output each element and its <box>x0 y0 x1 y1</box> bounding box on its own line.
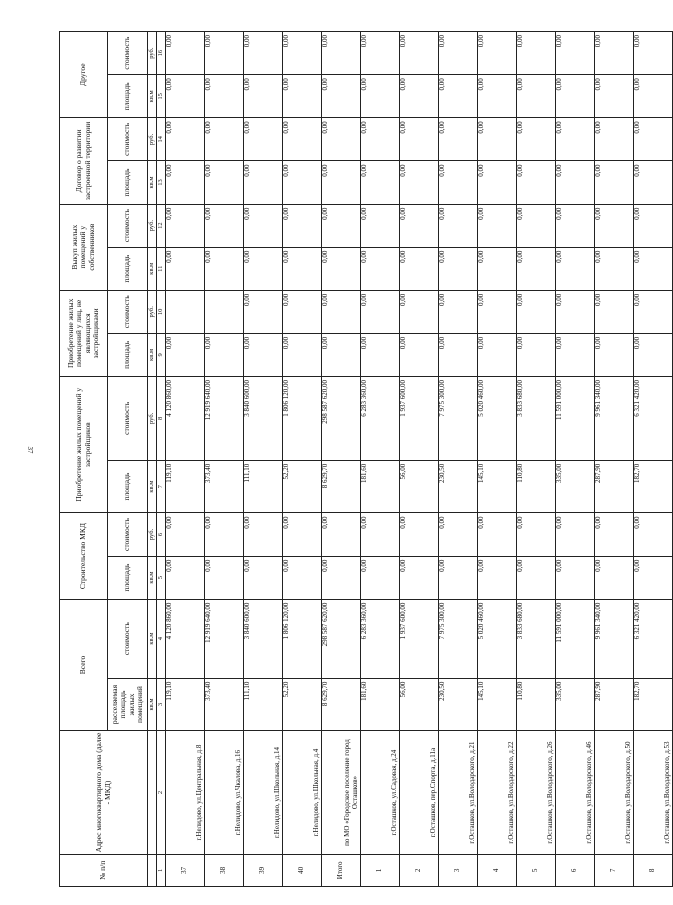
value-cell: 6 283 360,00 <box>361 376 400 460</box>
value-cell: 298 587 620,00 <box>322 599 361 678</box>
value-cell: 373,40 <box>205 460 244 513</box>
column-number: 4 <box>157 599 166 678</box>
value-cell: 182,70 <box>634 678 673 731</box>
value-cell: 0,00 <box>361 333 400 376</box>
value-cell: 0,00 <box>361 75 400 118</box>
value-cell: 0,00 <box>517 75 556 118</box>
unit-cell: кв.м <box>148 247 157 290</box>
value-cell: 0,00 <box>205 556 244 599</box>
subheader-area: площадь <box>108 247 148 290</box>
unit-cell: кв.м <box>148 75 157 118</box>
header-total: Всего <box>60 599 108 731</box>
value-cell: 0,00 <box>283 32 322 75</box>
value-cell: 7 975 300,00 <box>439 376 478 460</box>
unit-cell: руб. <box>148 32 157 75</box>
value-cell: 3 833 680,00 <box>517 376 556 460</box>
value-cell: 0,00 <box>361 118 400 161</box>
value-cell: 0,00 <box>166 204 205 247</box>
value-cell: 4 120 860,00 <box>166 376 205 460</box>
value-cell: 0,00 <box>556 161 595 204</box>
value-cell: 0,00 <box>322 118 361 161</box>
column-number: 10 <box>157 290 166 333</box>
value-cell: 52,20 <box>283 460 322 513</box>
value-cell: 0,00 <box>322 247 361 290</box>
value-cell: 0,00 <box>400 333 439 376</box>
value-cell: 6 283 360,00 <box>361 599 400 678</box>
value-cell: 0,00 <box>634 333 673 376</box>
column-number: 12 <box>157 204 166 247</box>
row-number: 8 <box>634 854 673 886</box>
value-cell: 5 020 460,00 <box>478 599 517 678</box>
table-row <box>244 32 283 887</box>
value-cell: 0,00 <box>556 204 595 247</box>
value-cell: 0,00 <box>244 333 283 376</box>
value-cell: 0,00 <box>283 556 322 599</box>
unit-cell: руб. <box>148 118 157 161</box>
value-cell: 335,00 <box>556 460 595 513</box>
unit-cell: руб. <box>148 290 157 333</box>
value-cell: 6 321 420,00 <box>634 376 673 460</box>
header-address: Адрес многоквартирного дома (далее - МКД) <box>60 731 148 854</box>
value-cell: 0,00 <box>244 290 283 333</box>
value-cell: 3 840 600,00 <box>244 599 283 678</box>
value-cell: 0,00 <box>478 290 517 333</box>
subheader-cost: стоимость <box>108 376 148 460</box>
value-cell: 0,00 <box>166 161 205 204</box>
value-cell: 0,00 <box>322 75 361 118</box>
value-cell: 0,00 <box>166 247 205 290</box>
value-cell: 0,00 <box>439 75 478 118</box>
value-cell: 0,00 <box>439 118 478 161</box>
value-cell: 0,00 <box>439 32 478 75</box>
unit-cell: кв.м <box>148 333 157 376</box>
value-cell: 0,00 <box>634 556 673 599</box>
table-row <box>361 32 400 887</box>
value-cell: 0,00 <box>517 556 556 599</box>
unit-cell: руб. <box>148 204 157 247</box>
value-cell: 0,00 <box>283 161 322 204</box>
value-cell: 0,00 <box>556 333 595 376</box>
value-cell: 119,10 <box>166 460 205 513</box>
value-cell: 0,00 <box>556 513 595 556</box>
value-cell: 0,00 <box>517 32 556 75</box>
row-number: 39 <box>244 854 283 886</box>
value-cell: 0,00 <box>205 32 244 75</box>
row-address: по МО «Городское поселение город Осташков» <box>322 731 361 854</box>
value-cell: 0,00 <box>634 118 673 161</box>
value-cell: 0,00 <box>400 75 439 118</box>
row-number: 38 <box>205 854 244 886</box>
value-cell: 8 629,70 <box>322 678 361 731</box>
header-development-agreement: Договор о развитии застроенной территории <box>60 118 108 204</box>
resettlement-table <box>59 31 673 887</box>
value-cell: 0,00 <box>400 32 439 75</box>
row-number: 2 <box>400 854 439 886</box>
unit-cell: кв.м <box>148 460 157 513</box>
subheader-cost: стоимость <box>108 204 148 247</box>
value-cell: 287,90 <box>595 460 634 513</box>
value-cell: 11 591 000,00 <box>556 599 595 678</box>
row-address: г.Осташков, ул.Володарского, д.46 <box>556 731 595 854</box>
table-row <box>400 32 439 887</box>
header-purchase-non-developers: Приобретение жилых помещений у лиц, не являющихся застройщиками <box>60 290 108 376</box>
table-row <box>517 32 556 887</box>
value-cell: 0,00 <box>361 204 400 247</box>
header-construction: Строительство МКД <box>60 513 108 599</box>
subheader-resettled-area: расселяемая площадь жилых помещений <box>108 678 148 731</box>
value-cell: 0,00 <box>439 161 478 204</box>
value-cell: 230,50 <box>439 678 478 731</box>
value-cell: 0,00 <box>439 247 478 290</box>
value-cell: 287,90 <box>595 678 634 731</box>
subheader-area: площадь <box>108 556 148 599</box>
value-cell: 11 591 000,00 <box>556 376 595 460</box>
value-cell: 0,00 <box>478 247 517 290</box>
table-row <box>166 32 205 887</box>
row-number: 6 <box>556 854 595 886</box>
table-row <box>634 32 673 887</box>
value-cell: 3 840 600,00 <box>244 376 283 460</box>
value-cell: 0,00 <box>361 556 400 599</box>
value-cell <box>166 290 205 333</box>
value-cell: 0,00 <box>322 290 361 333</box>
value-cell: 0,00 <box>478 75 517 118</box>
unit-cell: руб. <box>148 513 157 556</box>
column-number: 9 <box>157 333 166 376</box>
unit-cell: руб. <box>148 376 157 460</box>
subheader-cost: стоимость <box>108 513 148 556</box>
value-cell: 110,80 <box>517 460 556 513</box>
value-cell: 0,00 <box>400 513 439 556</box>
value-cell: 0,00 <box>400 204 439 247</box>
unit-cell: кв.м <box>148 161 157 204</box>
row-number: 5 <box>517 854 556 886</box>
value-cell: 0,00 <box>400 290 439 333</box>
value-cell: 145,10 <box>478 678 517 731</box>
value-cell: 56,00 <box>400 678 439 731</box>
value-cell: 0,00 <box>166 556 205 599</box>
column-number: 7 <box>157 460 166 513</box>
value-cell: 0,00 <box>283 513 322 556</box>
table-row <box>595 32 634 887</box>
value-cell: 0,00 <box>400 247 439 290</box>
value-cell: 0,00 <box>400 556 439 599</box>
value-cell: 0,00 <box>244 556 283 599</box>
value-cell <box>205 290 244 333</box>
row-address: г.Осташков, ул.Садовая, д.24 <box>361 731 400 854</box>
value-cell: 0,00 <box>244 204 283 247</box>
value-cell: 5 020 460,00 <box>478 376 517 460</box>
row-number: 37 <box>166 854 205 886</box>
value-cell: 0,00 <box>595 290 634 333</box>
value-cell: 145,10 <box>478 460 517 513</box>
value-cell: 0,00 <box>322 556 361 599</box>
value-cell: 1 806 120,00 <box>283 599 322 678</box>
value-cell: 1 937 600,00 <box>400 599 439 678</box>
subheader-area: площадь <box>108 75 148 118</box>
value-cell: 0,00 <box>478 333 517 376</box>
value-cell: 0,00 <box>166 333 205 376</box>
value-cell: 0,00 <box>634 247 673 290</box>
value-cell: 0,00 <box>439 333 478 376</box>
value-cell: 181,60 <box>361 460 400 513</box>
row-address: г.Осташков, ул.Володарского, д.53 <box>634 731 673 854</box>
value-cell: 0,00 <box>634 204 673 247</box>
table-row <box>322 32 361 887</box>
value-cell: 0,00 <box>361 32 400 75</box>
value-cell: 0,00 <box>361 161 400 204</box>
value-cell: 0,00 <box>244 75 283 118</box>
header-other: Другое <box>60 32 108 118</box>
value-cell: 0,00 <box>595 118 634 161</box>
units-row <box>148 32 157 887</box>
value-cell: 0,00 <box>361 513 400 556</box>
value-cell: 52,20 <box>283 678 322 731</box>
column-number: 16 <box>157 32 166 75</box>
row-address: г.Осташков, ул.Володарского, д.50 <box>595 731 634 854</box>
value-cell: 0,00 <box>595 333 634 376</box>
value-cell: 0,00 <box>322 32 361 75</box>
value-cell: 0,00 <box>205 161 244 204</box>
table-row <box>205 32 244 887</box>
subheader-cost: стоимость <box>108 118 148 161</box>
row-address: г.Осташков, ул.Володарского, д.26 <box>517 731 556 854</box>
column-number: 11 <box>157 247 166 290</box>
value-cell: 0,00 <box>634 513 673 556</box>
row-address: г.Осташков, ул.Володарского, д.21 <box>439 731 478 854</box>
table-row <box>478 32 517 887</box>
value-cell: 8 629,70 <box>322 460 361 513</box>
value-cell: 12 919 640,00 <box>205 376 244 460</box>
table-row <box>556 32 595 887</box>
unit-cell: кв.м <box>148 599 157 678</box>
value-cell: 0,00 <box>517 161 556 204</box>
row-address: г.Нелидово, ул.Школьная, д.4 <box>283 731 322 854</box>
value-cell: 0,00 <box>283 204 322 247</box>
value-cell: 0,00 <box>595 161 634 204</box>
row-number: 7 <box>595 854 634 886</box>
value-cell: 0,00 <box>205 247 244 290</box>
value-cell: 0,00 <box>166 118 205 161</box>
value-cell: 0,00 <box>478 513 517 556</box>
subheader-cost: стоимость <box>108 32 148 75</box>
value-cell: 111,10 <box>244 460 283 513</box>
value-cell: 0,00 <box>517 333 556 376</box>
column-number: 8 <box>157 376 166 460</box>
column-number: 3 <box>157 678 166 731</box>
column-number: 1 <box>157 854 166 886</box>
row-address: г.Нелидово, ул.Школьная, д.14 <box>244 731 283 854</box>
value-cell: 111,10 <box>244 678 283 731</box>
row-number: 4 <box>478 854 517 886</box>
value-cell: 0,00 <box>478 204 517 247</box>
value-cell: 0,00 <box>166 32 205 75</box>
value-cell: 0,00 <box>361 290 400 333</box>
value-cell: 0,00 <box>244 118 283 161</box>
row-number: 40 <box>283 854 322 886</box>
rotated-table-container <box>59 31 672 887</box>
value-cell: 0,00 <box>556 247 595 290</box>
row-number: 3 <box>439 854 478 886</box>
value-cell: 0,00 <box>595 75 634 118</box>
value-cell: 0,00 <box>595 556 634 599</box>
value-cell: 0,00 <box>595 247 634 290</box>
value-cell: 0,00 <box>322 333 361 376</box>
value-cell: 7 975 300,00 <box>439 599 478 678</box>
value-cell: 0,00 <box>205 204 244 247</box>
column-number: 6 <box>157 513 166 556</box>
value-cell: 0,00 <box>244 161 283 204</box>
row-number: Итого <box>322 854 361 886</box>
value-cell: 0,00 <box>517 247 556 290</box>
value-cell: 0,00 <box>517 513 556 556</box>
header-purchase-developers: Приобретение жилых помещений у застройщиков <box>60 376 108 513</box>
value-cell: 0,00 <box>517 118 556 161</box>
row-address: г.Осташков, пер.Спорта, д.11а <box>400 731 439 854</box>
value-cell: 0,00 <box>283 75 322 118</box>
value-cell: 0,00 <box>478 556 517 599</box>
value-cell: 3 833 680,00 <box>517 599 556 678</box>
value-cell: 298 587 620,00 <box>322 376 361 460</box>
value-cell: 0,00 <box>439 290 478 333</box>
value-cell: 0,00 <box>400 161 439 204</box>
value-cell: 373,40 <box>205 678 244 731</box>
value-cell: 0,00 <box>244 247 283 290</box>
value-cell: 0,00 <box>283 118 322 161</box>
value-cell: 0,00 <box>166 513 205 556</box>
column-number: 2 <box>157 731 166 854</box>
value-cell: 0,00 <box>205 333 244 376</box>
value-cell: 6 321 420,00 <box>634 599 673 678</box>
value-cell: 0,00 <box>244 513 283 556</box>
subheader-cost: стоимость <box>108 290 148 333</box>
subheader-area: площадь <box>108 161 148 204</box>
value-cell: 0,00 <box>166 75 205 118</box>
value-cell: 0,00 <box>634 75 673 118</box>
column-number: 13 <box>157 161 166 204</box>
subheader-area: площадь <box>108 333 148 376</box>
header-buyout: Выкуп жилых помещений у собственников <box>60 204 108 290</box>
value-cell: 0,00 <box>322 204 361 247</box>
value-cell: 4 120 860,00 <box>166 599 205 678</box>
value-cell: 56,00 <box>400 460 439 513</box>
value-cell: 0,00 <box>595 204 634 247</box>
value-cell: 230,50 <box>439 460 478 513</box>
value-cell: 0,00 <box>478 161 517 204</box>
value-cell: 0,00 <box>634 290 673 333</box>
value-cell: 0,00 <box>283 333 322 376</box>
value-cell: 0,00 <box>556 118 595 161</box>
value-cell: 0,00 <box>634 32 673 75</box>
column-number: 5 <box>157 556 166 599</box>
subheader-area: площадь <box>108 460 148 513</box>
value-cell: 181,60 <box>361 678 400 731</box>
row-address: г.Нелидово, ул.Центральная, д.8 <box>166 731 205 854</box>
value-cell: 0,00 <box>478 32 517 75</box>
value-cell: 0,00 <box>400 118 439 161</box>
value-cell: 0,00 <box>244 32 283 75</box>
value-cell: 119,10 <box>166 678 205 731</box>
row-address: г.Осташков, ул.Володарского, д.22 <box>478 731 517 854</box>
value-cell: 0,00 <box>517 290 556 333</box>
value-cell: 1 937 600,00 <box>400 376 439 460</box>
value-cell: 0,00 <box>283 290 322 333</box>
value-cell: 0,00 <box>322 161 361 204</box>
row-number: 1 <box>361 854 400 886</box>
value-cell: 0,00 <box>439 556 478 599</box>
table-row <box>283 32 322 887</box>
value-cell: 0,00 <box>439 513 478 556</box>
value-cell: 1 806 120,00 <box>283 376 322 460</box>
value-cell: 110,80 <box>517 678 556 731</box>
subheader-cost: стоимость <box>108 599 148 678</box>
column-number: 14 <box>157 118 166 161</box>
value-cell: 12 919 640,00 <box>205 599 244 678</box>
value-cell: 0,00 <box>478 118 517 161</box>
value-cell: 9 961 340,00 <box>595 376 634 460</box>
header-num: № п/п <box>60 854 148 886</box>
value-cell: 0,00 <box>595 32 634 75</box>
unit-cell: кв.м <box>148 556 157 599</box>
value-cell: 0,00 <box>439 204 478 247</box>
value-cell: 0,00 <box>283 247 322 290</box>
value-cell: 0,00 <box>556 556 595 599</box>
value-cell: 9 961 340,00 <box>595 599 634 678</box>
value-cell: 0,00 <box>556 290 595 333</box>
value-cell: 0,00 <box>517 204 556 247</box>
value-cell: 0,00 <box>634 161 673 204</box>
value-cell: 0,00 <box>322 513 361 556</box>
value-cell: 0,00 <box>205 118 244 161</box>
unit-cell: кв.м <box>148 678 157 731</box>
value-cell: 0,00 <box>361 247 400 290</box>
page-number: 37 <box>26 446 34 454</box>
table-row <box>439 32 478 887</box>
column-number: 15 <box>157 75 166 118</box>
value-cell: 0,00 <box>205 513 244 556</box>
value-cell: 335,00 <box>556 678 595 731</box>
row-address: г.Нелидово, ул.Чкалова, д.16 <box>205 731 244 854</box>
column-numbers-row <box>157 32 166 887</box>
value-cell: 0,00 <box>556 32 595 75</box>
value-cell: 0,00 <box>595 513 634 556</box>
value-cell: 0,00 <box>205 75 244 118</box>
value-cell: 0,00 <box>556 75 595 118</box>
value-cell: 182,70 <box>634 460 673 513</box>
